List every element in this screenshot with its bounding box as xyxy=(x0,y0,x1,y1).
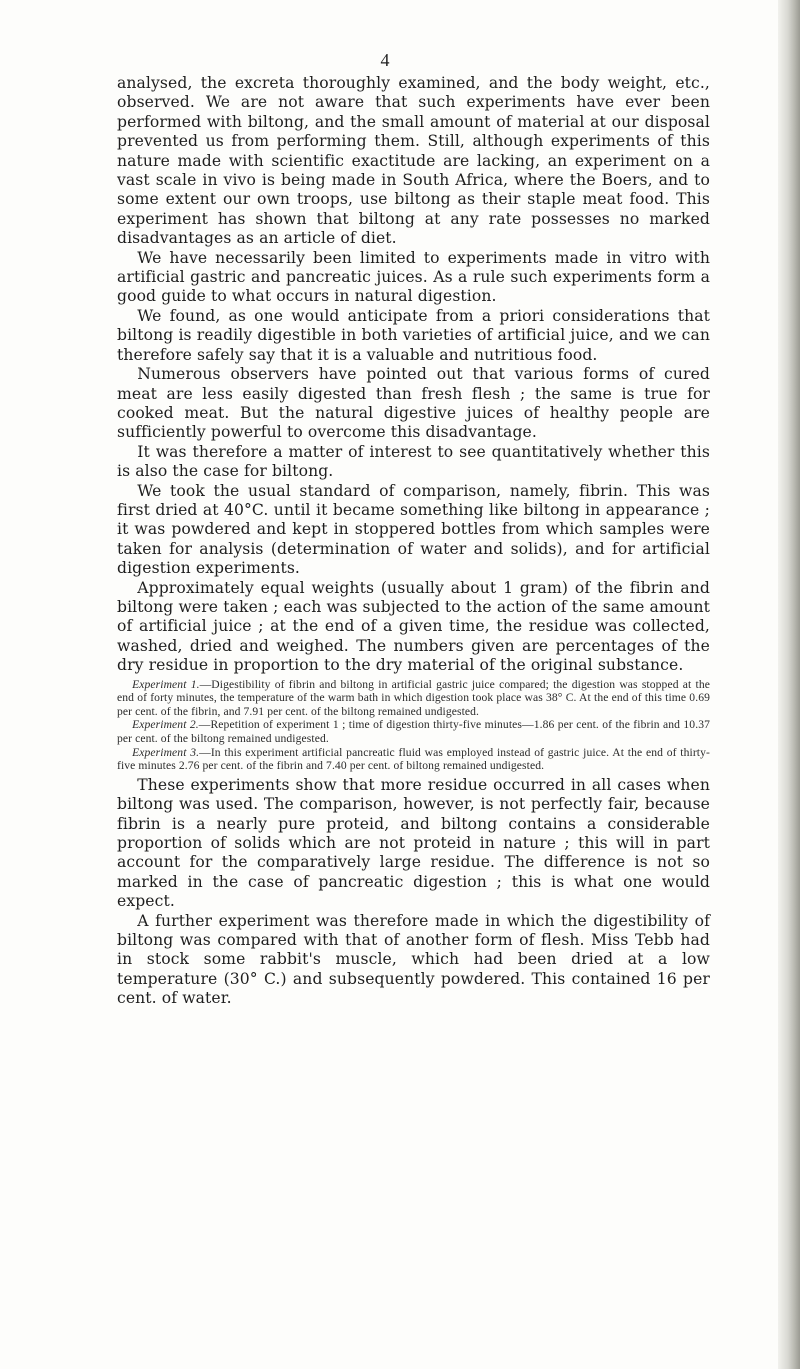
experiment-title: Experiment 3. xyxy=(132,745,200,759)
experiment-note xyxy=(117,718,710,745)
paragraph: We took the usual standard of comparison, namely, fibrin. This was first dried at 40°C. until it became something like biltong in appearance ; it was powdered and kept in stoppered bottles from which samples were taken for analysis (determination of water and solids), and for artificial digestion experiments. xyxy=(117,481,710,578)
experiment-title: Experiment 1. xyxy=(132,677,200,691)
paragraph: It was therefore a matter of interest to see quantitatively whether this is also the case for biltong. xyxy=(117,442,710,481)
paragraph: These experiments show that more residue occurred in all cases when biltong was used. The comparison, however, is not perfectly fair, because fibrin is a nearly pure proteid, and biltong contains a considerable proportion of solids which are not proteid in nature ; this will in part account for the comparatively large residue. The difference is not so marked in the case of pancreatic digestion ; this is what one would expect. xyxy=(117,775,710,911)
paragraph: We found, as one would anticipate from a priori considerations that biltong is readily digestible in both varieties of artificial juice, and we can therefore safely say that it is a valuable and nutritious food. xyxy=(117,306,710,364)
paragraph: We have necessarily been limited to experiments made in vitro with artificial gastric and pancreatic juices. As a rule such experiments form a good guide to what occurs in natural digestion. xyxy=(117,248,710,306)
experiment-text: —Repetition of experiment 1 ; time of digestion thirty-five minutes—1.86 per cent. of the fibrin and 10.37 per cent. of the biltong remained undigested. xyxy=(117,718,710,745)
paragraph: Numerous observers have pointed out that various forms of cured meat are less easily digested than fresh flesh ; the same is true for cooked meat. But the natural digestive juices of healthy people are sufficiently powerful to overcome this disadvantage. xyxy=(117,365,710,442)
page-edge-shadow xyxy=(778,0,800,1369)
experiment-note xyxy=(117,678,710,719)
paragraph: analysed, the excreta thoroughly examined, and the body weight, etc., observed. We are not aware that such experiments have ever been performed with biltong, and the small amount of material at our disposal prevented us from performing them. Still, although experiments of this nature made with scientific exactitude are lacking, an experiment on a vast scale in vivo is being made in South Africa, where the Boers, and to some extent our own troops, use biltong as their staple meat food. This experiment has shown that biltong at any rate possesses no marked disadvantages as an article of diet. xyxy=(117,74,710,248)
experiment-note xyxy=(117,746,710,773)
paragraph: Approximately equal weights (usually about 1 gram) of the fibrin and biltong were taken ; each was subjected to the action of the same amount of artificial juice ; at the end of a given time, the residue was collected, washed, dried and weighed. The numbers given are percentages of the dry residue in proportion to the dry material of the original substance. xyxy=(117,578,710,675)
experiment-notes xyxy=(117,678,710,773)
paragraph: A further experiment was therefore made in which the digestibility of biltong was compared with that of another form of flesh. Miss Tebb had in stock some rabbit's muscle, which had been dried at a low temperature (30° C.) and subsequently powdered. This contained 16 per cent. of water. xyxy=(117,911,710,1008)
page-number: 4 xyxy=(380,50,390,70)
experiment-text: —Digestibility of fibrin and biltong in artificial gastric juice compared; the digestion was stopped at the end of forty minutes, the temperature of the warm bath in which digestion took place was 38° C. At the end of this time 0.69 per cent. of the fibrin, and 7.91 per cent. of the biltong remained undigested. xyxy=(117,677,710,718)
page-body xyxy=(117,74,710,1009)
experiment-title: Experiment 2. xyxy=(132,718,199,732)
experiment-text: —In this experiment artificial pancreatic fluid was employed instead of gastric juice. At the end of thirty-five minutes 2.76 per cent. of the fibrin and 7.40 per cent. of biltong remained undigested. xyxy=(117,745,710,773)
